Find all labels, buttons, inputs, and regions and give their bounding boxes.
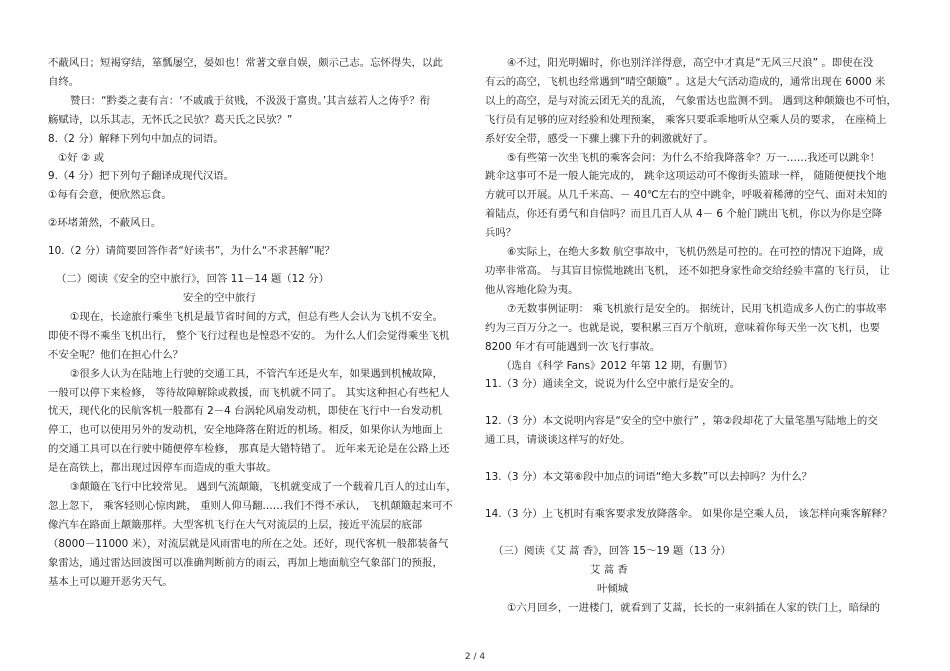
text-line: 不蔽风日；短褐穿结，箪瓢屡空，晏如也！常著文章自娱，颇示己志。忘怀得失，以此: [48, 57, 443, 69]
text-line: 通工具，请谈谈这样写的好处。: [485, 434, 631, 447]
text-line: 是在高铁上，都出现过因停车而造成的重大事故。: [48, 462, 277, 475]
text-line: 方就可以开展。从几千米高、－ 40℃左右的空中跳伞，呼吸着稀薄的空气、面对未知的: [485, 189, 888, 202]
text-line: 跳伞这事可不是一般人能完成的， 跳伞这项运动可不像街头篮球一样， 随随便便找个地: [485, 170, 887, 183]
text-line: 有云的高空，飞机也经常遇到“晴空颠簸” 。这是大气活动造成的，通常出现在 6000 米: [485, 75, 886, 88]
text-line: 即使不得不乘坐飞机出行， 整个飞行过程也是惶恐不安的。 为什么人们会觉得乘坐飞机: [48, 329, 450, 342]
text-line: 他从容地化险为夷。: [485, 283, 579, 296]
article-author: 叶倾城: [597, 582, 629, 595]
question-10: 10.（2 分）请简要回答作者“好读书”，为什么“不求甚解”呢？: [48, 245, 335, 258]
text-line: 像汽车在路面上颠簸那样。大型客机飞行在大气对流层的上层，接近平流层的底部: [48, 518, 423, 531]
text-line: ①每有会意，便欣然忘食。: [48, 189, 172, 202]
article-title: 安全的空中旅行: [183, 291, 256, 304]
text-line: ①好 ② 或: [58, 151, 105, 164]
text-line: 兵吗？: [485, 227, 517, 240]
text-line: ⑤有些第一次坐飞机的乘客会问：为什么不给我降落伞？万一……我还可以跳伞！: [507, 151, 880, 164]
source-citation: （选自《科学 Fans》2012 年第 12 期，有删节）: [501, 359, 734, 372]
text-line: 一般可以停下来检修， 等待故障解除或救援，而飞机就不同了。 其实这种担心有些杞人: [48, 386, 450, 399]
text-line: （8000－11000 米），对流层就是风雨雷电的所在之处。还好，现代客机一般都装备气: [48, 537, 449, 550]
section-heading: （三）阅读《艾 蒿 香》，回答 15～19 题（13 分）: [493, 544, 732, 557]
text-line: 系好安全带，感受一下骤上骤下升的刺激就好了。: [485, 132, 714, 145]
page-number: 2 / 4: [464, 652, 486, 662]
text-line: 不安全呢？他们在担心什么？: [48, 348, 184, 361]
text-line: 忽上忽下， 乘客轻则心惊肉跳， 重则人仰马翻……我们不得不承认， 飞机颠簸起来可不: [48, 499, 453, 512]
section-heading: （二）阅读《安全的空中旅行》，回答 11－14 题（12 分）: [56, 273, 329, 286]
question-9: 9.（4 分）把下列句子翻译成现代汉语。: [48, 170, 235, 183]
text-line: ②环堵萧然，不蔽风日。: [48, 217, 162, 230]
text-line: 以上的高空，是与对流云团无关的乱流， 气象雷达也监测不到。 遇到这种颠簸也不可怕，: [485, 94, 897, 107]
text-line: 功率非常高。 与其盲目惊慌地跳出飞机， 还不如把身家性命交给经验丰富的飞行员， 让: [485, 264, 890, 277]
question-14: 14.（3 分）上飞机时有乘客要求发放降落伞。 如果你是空乘人员， 该怎样向乘客解释？: [485, 508, 893, 521]
text-line: 飞行员有足够的应对经验和处理预案， 乘客只要乖乖地听从空乘人员的要求， 在座椅上: [485, 113, 887, 126]
text-line: 赞曰：“黔娄之妻有言：‘不戚戚于贫贱，不汲汲于富贵。’其言兹若人之俦乎？衔: [70, 94, 431, 107]
question-12: 12.（3 分）本文说明内容是“安全的空中旅行” ，第②段却花了大量笔墨写陆地上的交: [485, 415, 878, 428]
text-line: ④不过，阳光明媚时，你也别洋洋得意，高空中才真是“无风三尺浪” 。即使在没: [507, 57, 874, 69]
text-line: 象雷达，通过雷达回波图可以准确判断前方的雨云，再加上地面航空气象部门的预报，: [48, 556, 443, 569]
article-title: 艾 蒿 香: [590, 563, 628, 576]
right-column: [485, 54, 905, 618]
text-line: ③颠簸在飞行中比较常见。 遇到气流颠簸，飞机就变成了一个载着几百人的过山车，: [70, 481, 457, 494]
text-line: ⑦无数事例证明： 乘飞机旅行是安全的。 据统计，民用飞机造成多人伤亡的事故率: [507, 302, 887, 315]
text-line: 自终。: [48, 75, 80, 88]
left-column: [48, 54, 463, 591]
text-line: ①六月回乡，一进楼门，就看到了艾蒿，长长的一束斜插在人家的铁门上，暗绿的: [507, 601, 880, 614]
text-line: 8200 年才有可能遇到一次飞行事故。: [485, 340, 661, 353]
text-line: ①现在，长途旅行乘坐飞机是最节省时间的方式，但总有些人会认为飞机不安全。: [70, 310, 443, 323]
question-11: 11.（3 分）通读全文，说说为什么空中旅行是安全的。: [485, 378, 741, 391]
text-line: 忧天，现代化的民航客机一般都有 2－4 台涡轮风扇发动机，即使在飞行中一台发动机: [48, 405, 442, 418]
text-line: 基本上可以避开恶劣天气。: [48, 575, 173, 588]
text-line: ⑥实际上，在绝大多数 航空事故中，飞机仍然是可控的。在可控的情况下迫降，成: [507, 246, 884, 259]
question-8: 8.（2 分）解释下列句中加点的词语。: [48, 132, 224, 145]
text-line: ②很多人认为在陆地上行驶的交通工具，不管汽车还是火车，如果遇到机械故障，: [70, 367, 443, 380]
text-line: 的交通工具可以在行驶中随便停车检修， 那真是大错特错了。 近年来无论是在公路上还: [48, 443, 450, 456]
text-line: 约为三百万分之一。也就是说，要积累三百万个航班，意味着你每天坐一次飞机，也要: [485, 321, 880, 334]
question-13: 13.（3 分）本文第⑥段中加点的词语“绝大多数”可以去掉吗？为什么？: [485, 471, 813, 484]
text-line: 停工，也可以使用另外的发动机，安全地降落在附近的机场。相反，如果你认为地面上: [48, 424, 443, 437]
text-line: 着陆点，你还有勇气和自信吗？而且几百人从 4－ 6 个舱门跳出飞机，你以为你是空降: [485, 208, 883, 221]
text-line: 觞赋诗，以乐其志，无怀氏之民欤？葛天氏之民欤？”: [48, 113, 293, 126]
